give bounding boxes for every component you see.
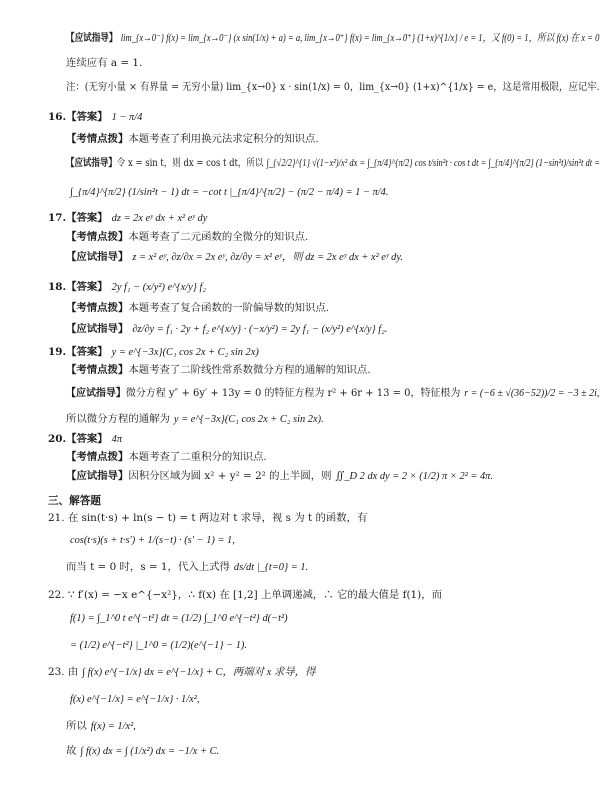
line-text: 本题考查了二阶线性常系数微分方程的通解的知识点.: [128, 364, 371, 376]
text-line: [66, 323, 387, 336]
text-line: [48, 281, 206, 294]
math-formula: ∫ f(x) dx = ∫ (1/x²) dx = −1/x + C.: [80, 746, 220, 757]
line-text: 所以: [66, 720, 87, 732]
text-line: [66, 32, 599, 45]
line-label: 【应试指导】: [66, 323, 129, 335]
math-formula: lim_{x→0⁻} f(x) = lim_{x→0⁻} (x sin(1/x) + a) = a, lim_{x→0⁺} f(x) = lim_{x→0⁺} (1+x)^{1/x} / e = 1，又 f(0) = 1，所以 f(x) 在 x = 0: [120, 33, 600, 44]
line-label: 【考情点拨】: [66, 133, 129, 145]
text-line: [66, 57, 142, 70]
math-formula: ds/dt |_{t=0} = 1.: [233, 562, 309, 573]
line-text: 连续应有 a = 1.: [66, 57, 143, 69]
math-formula: ∂z/∂y = f₁ · 2y + f₂ e^{x/y} · (−x/y²) = 2y f₁ − (x/y²) e^{x/y} f₂.: [132, 324, 388, 335]
math-formula: y = e^{−3x}(C₁ cos 2x + C₂ sin 2x): [111, 347, 259, 358]
line-label: 【考情点拨】: [66, 302, 129, 314]
line-label: 【应试指导】: [66, 157, 117, 169]
math-formula: f(x) e^{−1/x} = e^{−1/x} · 1/x²,: [70, 694, 200, 705]
line-label: 【应试指导】: [66, 387, 126, 399]
text-line: [66, 561, 308, 574]
line-text: 故: [66, 745, 77, 757]
text-line: [66, 534, 235, 547]
text-line: [66, 364, 371, 377]
line-label: 【应试指导】: [66, 32, 118, 44]
line-text: 本题考查了复合函数的一阶偏导数的知识点.: [128, 302, 330, 314]
math-formula: f(1) = ∫_1^0 t e^{−t²} dt = (1/2) ∫_1^0 e^{−t²} d(−t²): [70, 613, 288, 624]
text-line: [48, 589, 442, 602]
math-formula: ∬_D 2 dx dy = 2 × (1/2) π × 2² = 4π.: [335, 471, 493, 482]
line-label: 【考情点拨】: [66, 231, 129, 243]
line-text: 22. ∵ f′(x) = −x e^{−x²}，∴ f(x) 在 [1,2] 上单调递减，∴ 它的最大值是 f(1)，而: [48, 589, 442, 601]
line-label: 【考情点拨】: [66, 451, 129, 463]
text-line: [66, 157, 600, 170]
text-line: [66, 612, 288, 625]
text-line: [66, 302, 329, 315]
line-text: 而当 t = 0 时，s = 1，代入上式得: [66, 561, 230, 573]
line-label: 20.【答案】: [48, 433, 108, 445]
text-line: [66, 413, 324, 426]
line-text: 本题考查了利用换元法求定积分的知识点.: [128, 133, 319, 145]
math-formula: dz = 2x eʸ dx + x² eʸ dy: [111, 213, 208, 224]
line-text: 23. 由: [48, 666, 79, 678]
line-label: 19.【答案】: [48, 346, 108, 358]
line-text: 所以微分方程的通解为: [66, 413, 170, 425]
text-line: [66, 745, 219, 758]
line-label: 三、解答题: [48, 495, 101, 507]
line-text: 本题考查了二重积分的知识点.: [128, 451, 267, 463]
line-label: 18.【答案】: [48, 281, 108, 293]
math-formula: f(x) = 1/x²,: [90, 721, 136, 732]
math-formula: ∫_{π/4}^{π/2} (1/sin²t − 1) dt = −cot t |_{π/4}^{π/2} − (π/2 − π/4) = 1 − π/4.: [70, 187, 389, 198]
line-label: 16.【答案】: [48, 111, 108, 123]
math-formula: ∫ f(x) e^{−1/x} dx = e^{−1/x} + C，两端对 x 求导，得: [82, 667, 316, 678]
text-line: [48, 433, 122, 446]
text-line: [66, 251, 403, 264]
line-label: 【考情点拨】: [66, 364, 129, 376]
line-text: 21. 在 sin(t·s) + ln(s − t) = t 两边对 t 求导，视 s 为 t 的函数，有: [48, 512, 368, 524]
text-line: [48, 212, 207, 225]
line-text: 注：(无穷小量 × 有界量 = 无穷小量) lim_{x→0} x · sin(1/x) = 0，lim_{x→0} (1+x)^{1/x} = e，这是常用极限，应记牢.: [66, 81, 600, 93]
text-line: [66, 133, 319, 146]
line-text: 本题考查了二元函数的全微分的知识点.: [128, 231, 309, 243]
text-line: [66, 387, 599, 400]
line-label: 【应试指导】: [66, 470, 129, 482]
math-formula: cos(t·s)(s + t·s′) + 1/(s−t) · (s′ − 1) = 1,: [70, 535, 235, 546]
math-formula: 1 − π/4: [111, 112, 143, 123]
math-formula: 4π: [111, 434, 123, 445]
text-line: [66, 720, 136, 733]
text-line: [66, 186, 388, 199]
text-line: [66, 451, 267, 464]
text-line: [48, 666, 315, 679]
math-formula: 2y f₁ − (x/y²) e^{x/y} f₂: [111, 282, 207, 293]
math-formula: r = (−6 ± √(36−52))/2 = −3 ± 2i,: [464, 388, 600, 399]
text-line: [66, 81, 600, 94]
text-line: [66, 693, 199, 706]
line-text: 微分方程 y″ + 6y′ + 13y = 0 的特征方程为 r² + 6r + 13 = 0，特征根为: [125, 387, 461, 399]
text-line: [48, 346, 259, 359]
line-text: 因积分区域为圆 x² + y² = 2² 的上半圆，则: [128, 470, 332, 482]
math-formula: ∫_{√2/2}^{1} √(1−x²)/x² dx = ∫_{π/4}^{π/2} cos t/sin²t · cos t dt = ∫_{π/4}^{π/2} (1−sin²t)/sin²t dt =: [266, 158, 600, 169]
text-line: [48, 512, 367, 525]
math-formula: = (1/2) e^{−t²} |_1^0 = (1/2)(e^{−1} − 1).: [70, 640, 247, 651]
line-label: 【应试指导】: [66, 251, 129, 263]
text-line: [66, 231, 308, 244]
line-text: 令 x = sin t，则 dx = cos t dt，所以: [116, 157, 264, 169]
line-label: 17.【答案】: [48, 212, 108, 224]
math-formula: y = e^{−3x}(C₁ cos 2x + C₂ sin 2x).: [173, 414, 324, 425]
math-formula: z = x² eʸ, ∂z/∂x = 2x eʸ, ∂z/∂y = x² eʸ，则 dz = 2x eʸ dx + x² eʸ dy.: [132, 252, 403, 263]
text-line: [66, 639, 247, 652]
text-line: [66, 470, 493, 483]
text-line: [48, 111, 142, 124]
text-line: [48, 495, 101, 508]
